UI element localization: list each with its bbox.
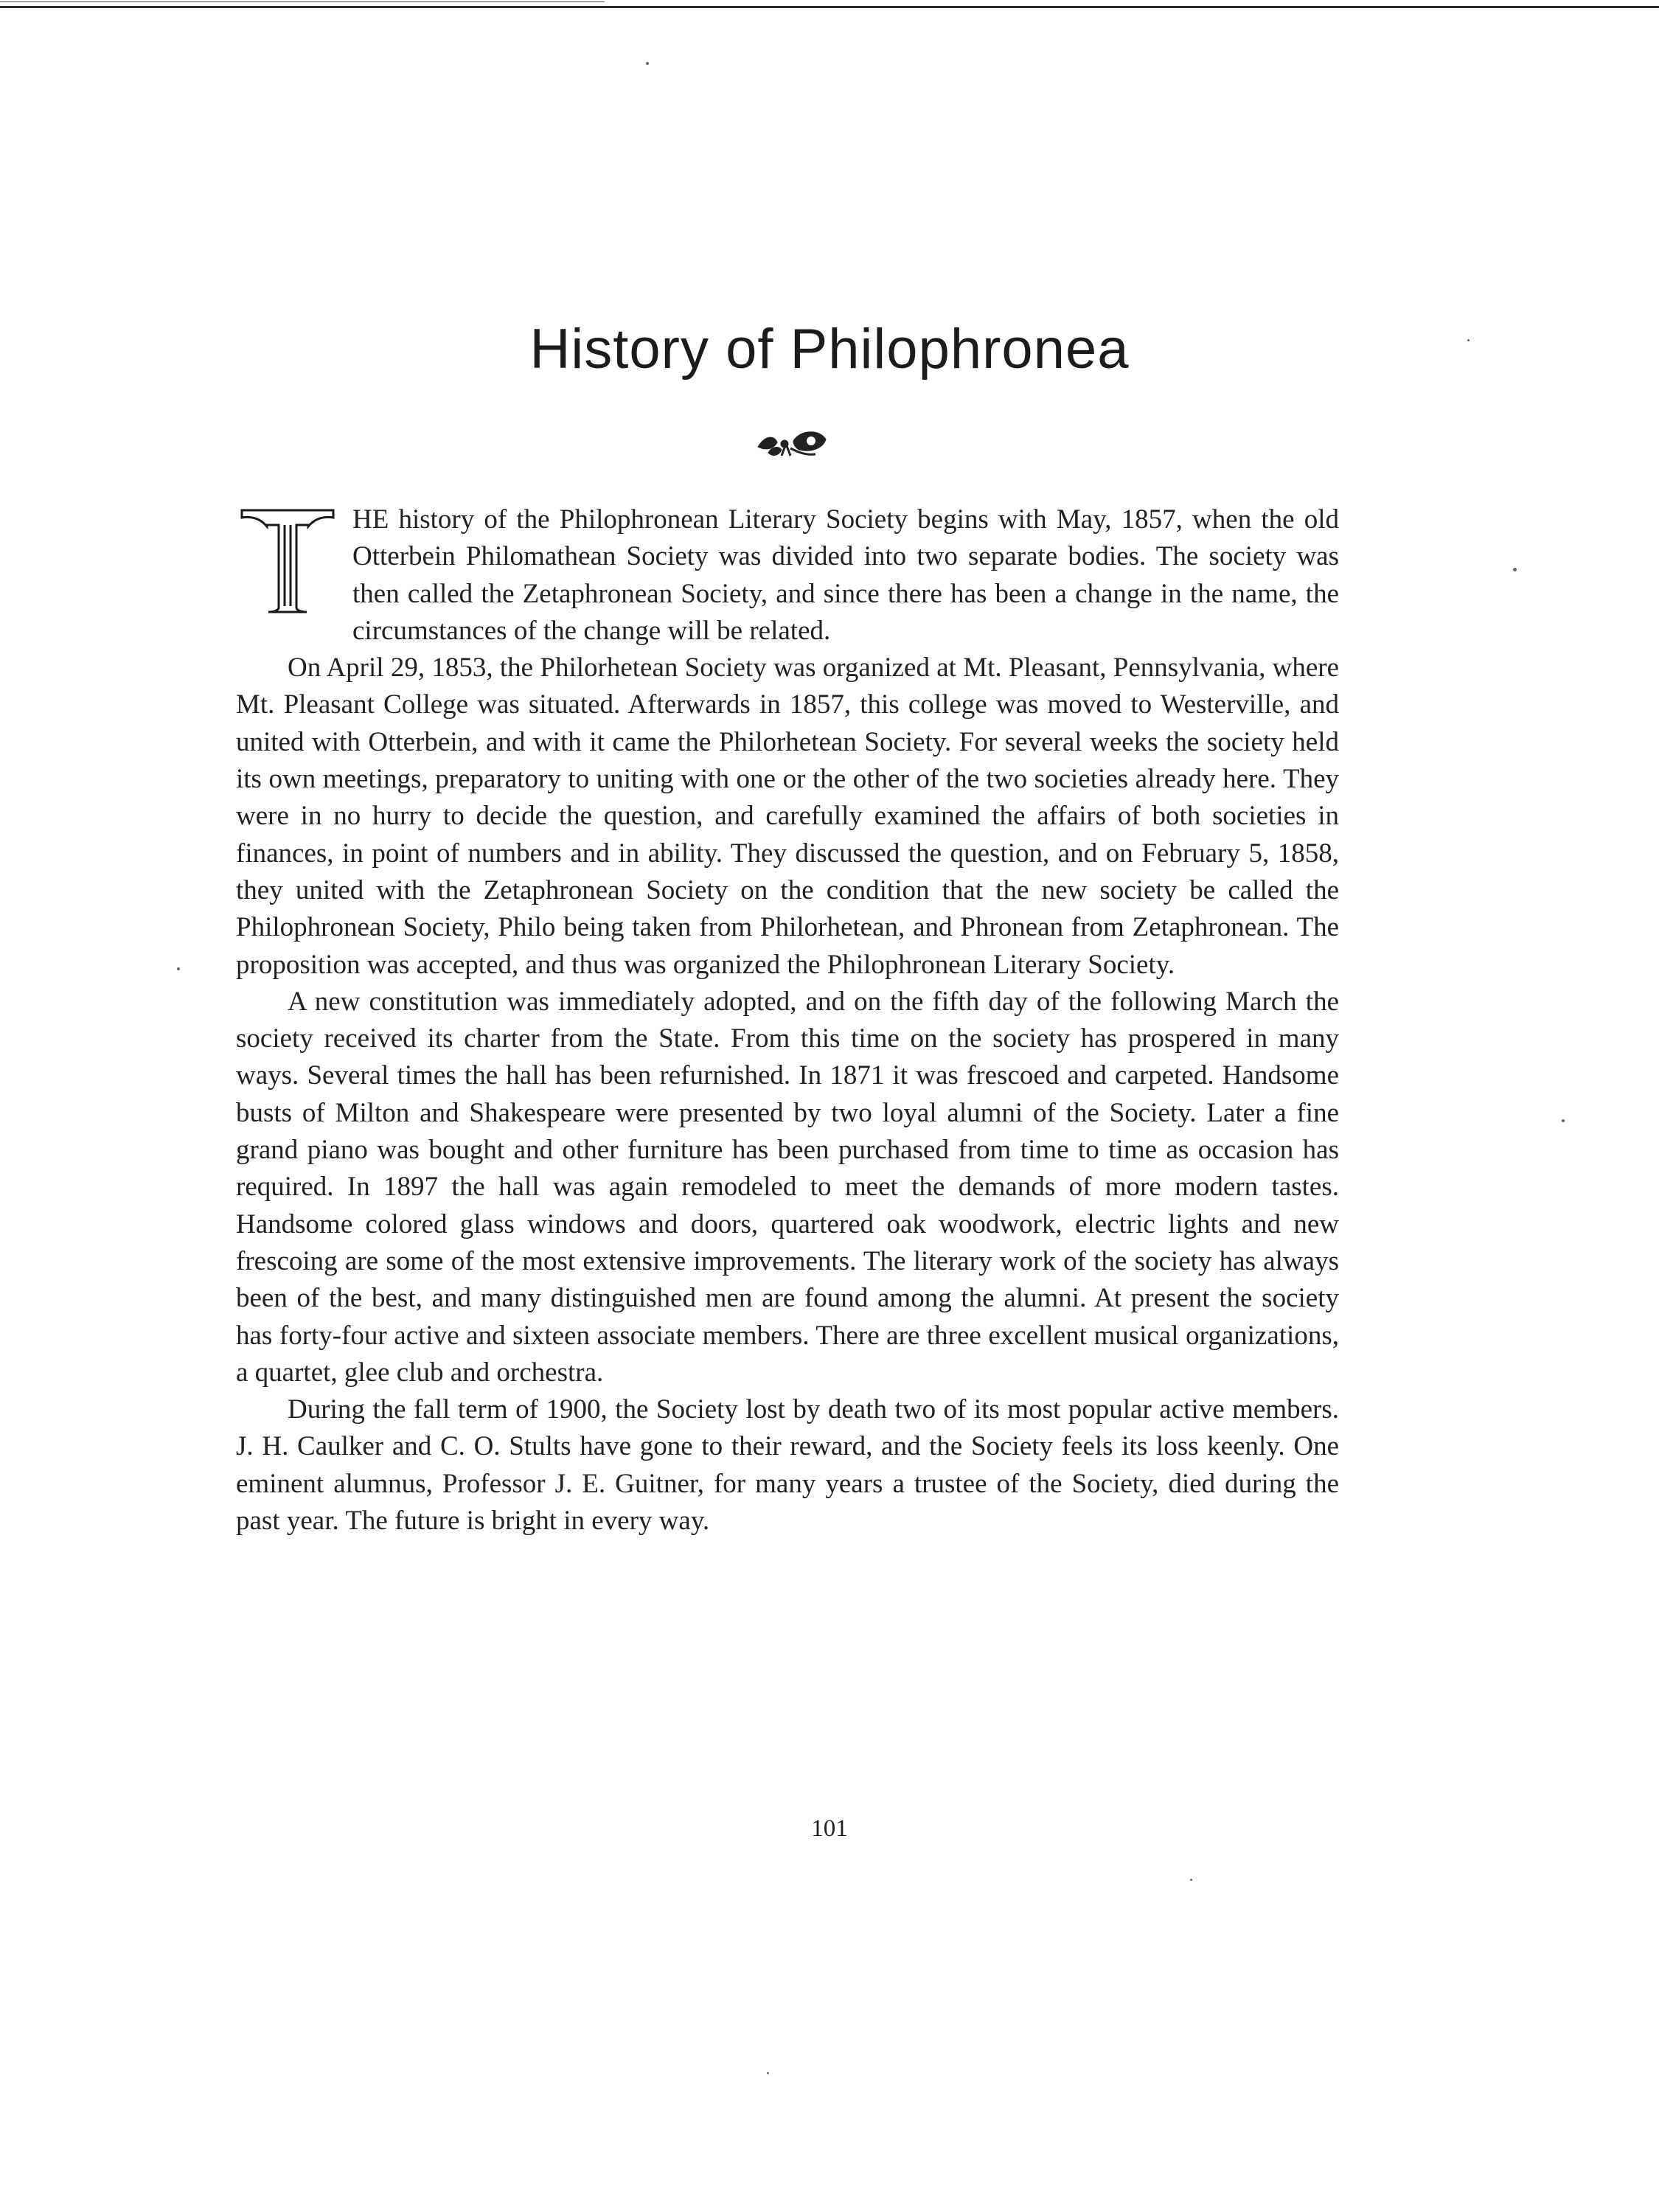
- paragraph-2: On April 29, 1853, the Philorhetean Society was organized at Mt. Pleasant, Pennsylvania, where Mt. Pleasant College was situated. Afterwards in 1857, this college was moved to Westerville, and united with Otterbein, and with it came the Philorhetean Society. For several weeks the society held its own meetings, preparatory to uniting with one or the other of the two societies already here. They were in no hurry to decide the question, and carefully examined the affairs of both societies in finances, in point of numbers and in ability. They discussed the question, and on February 5, 1858, they united with the Zetaphronean Society on the condition that the new society be called the Philophronean Society, Philo being taken from Philorhetean, and Phronean from Zetaphronean. The proposition was accepted, and thus was organized the Philophronean Literary Society.: [236, 653, 1339, 980]
- scan-speck: [177, 967, 180, 970]
- scan-speck: [1467, 339, 1470, 341]
- scan-speck: [1513, 568, 1517, 571]
- top-edge-thin-rule: [0, 1, 605, 2]
- scan-speck: [767, 2072, 769, 2074]
- paragraph-1: [236, 501, 1339, 650]
- drop-cap-t-icon: [236, 507, 339, 616]
- paragraph-4: During the fall term of 1900, the Society lost by death two of its most popular active members. J. H. Caulker and C. O. Stults have gone to their reward, and the Society feels its loss keenly. One eminent alumnus, Professor J. E. Guitner, for many years a trustee of the Society, died during the past year. The future is bright in every way.: [236, 1394, 1339, 1537]
- article-body: [236, 501, 1339, 1540]
- scan-speck: [1190, 1879, 1192, 1881]
- scan-speck: [1562, 1119, 1565, 1122]
- paragraph-1-text: HE history of the Philophronean Literary Society begins with May, 1857, when the old Otterbein Philomathean Society was divided into two separate bodies. The society was then called the Zetaphronean Society, and since there has been a change in the name, the circumstances of the change will be related.: [352, 504, 1339, 646]
- scan-speck: [646, 62, 649, 65]
- page-number: 101: [811, 1815, 848, 1842]
- paragraph-3: A new constitution was immediately adopted, and on the fifth day of the following March the society received its charter from the State. From this time on the society has prospered in many ways. Several times the hall has been refurnished. In 1871 it was frescoed and carpeted. Handsome busts of Milton and Shakespeare were presented by two loyal alumni of the Society. Later a fine grand piano was bought and other furniture has been purchased from time to time as occasion has required. In 1897 the hall was again remodeled to meet the demands of more modern tastes. Handsome colored glass windows and doors, quartered oak woodwork, electric lights and new frescoing are some of the most extensive improvements. The literary work of the society has always been of the best, and many distinguished men are found among the alumni. At present the society has forty-four active and sixteen associate members. There are three excellent musical organizations, a quartet, glee club and orchestra.: [236, 986, 1339, 1388]
- floral-fleuron-icon: [752, 426, 833, 462]
- page-title: History of Philophronea: [529, 318, 1130, 380]
- top-edge-rule: [0, 6, 1659, 8]
